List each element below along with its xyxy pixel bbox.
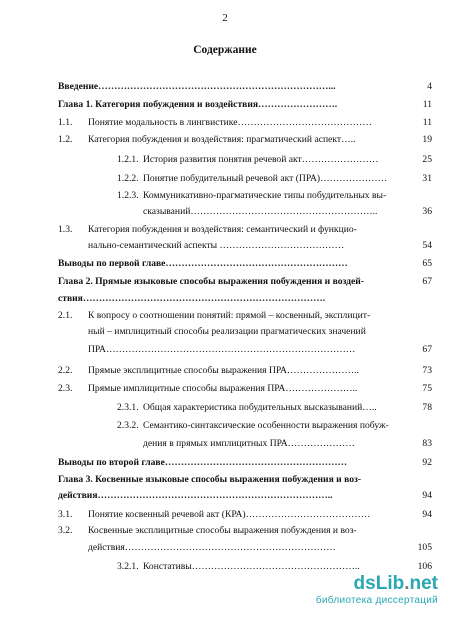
toc-entry-text: Категория побуждения и воздействия: прагматический аспект….. xyxy=(88,134,356,145)
toc-entry-text: дения в прямых имплицитных ПРА………………… xyxy=(143,438,355,449)
toc-entry-text: Семантико-синтаксические особенности выражения побуж- xyxy=(143,420,389,431)
toc-number: 3.1. xyxy=(58,509,73,520)
toc-number: 2.3.2. xyxy=(117,420,139,431)
toc-page-number: 31 xyxy=(422,173,432,184)
toc-number: 2.3.1. xyxy=(117,402,139,413)
toc-page-number: 92 xyxy=(422,457,432,468)
toc-entry-text: К вопросу о соотношении понятий: прямой – косвенный, эксплицит- xyxy=(88,310,371,321)
toc-entry-text: Общая характеристика побудительных высказываний….. xyxy=(143,402,377,413)
toc-page-number: 106 xyxy=(417,561,432,572)
toc-number: 3.2.1. xyxy=(117,561,139,572)
toc-page-number: 11 xyxy=(422,99,432,110)
toc-number: 1.2. xyxy=(58,134,73,145)
toc-page-number: 73 xyxy=(422,365,432,376)
toc-page-number: 4 xyxy=(427,81,432,92)
toc-number: 3.2. xyxy=(58,525,73,536)
toc-entry-text: действия………………………………………………………… xyxy=(88,542,336,553)
toc-page-number: 75 xyxy=(422,383,432,394)
toc-number: 2.1. xyxy=(58,310,73,321)
toc-entry-text: Понятие косвенный речевой акт (КРА)………………………………… xyxy=(88,509,371,520)
page-number: 2 xyxy=(222,12,228,24)
toc-entry-text: Прямые имплицитные способы выражения ПРА………………….. xyxy=(88,383,358,394)
toc-entry-text: Глава 2. Прямые языковые способы выражения побуждения и воздей- xyxy=(58,276,365,287)
toc-entry-text: Понятие модальность в лингвистике…………………………………… xyxy=(88,117,372,128)
toc-entry-text: Глава 3. Косвенные языковые способы выражения побуждения и воз- xyxy=(58,474,362,485)
toc-entry-text: Косвенные эксплицитные способы выражения побуждения и воз- xyxy=(88,525,357,536)
page-title: Содержание xyxy=(193,44,257,56)
toc-entry-text: ный – имплицитный способы реализации прагматических значений xyxy=(88,326,366,337)
toc-number: 1.1. xyxy=(58,117,73,128)
toc-page-number: 36 xyxy=(422,206,432,217)
watermark-subtitle: библиотека диссертаций xyxy=(315,595,438,606)
toc-entry-text: Выводы по первой главе………………………………………………… xyxy=(58,258,348,269)
toc-entry-text: Выводы по второй главе………………………………………………… xyxy=(58,457,348,468)
toc-page-number: 54 xyxy=(422,240,432,251)
toc-number: 2.3. xyxy=(58,383,73,394)
toc-number: 2.2. xyxy=(58,365,73,376)
toc-entry-text: История развития понятия речевой акт…………………… xyxy=(143,154,379,165)
toc-page-number: 105 xyxy=(417,542,432,553)
toc-page-number: 78 xyxy=(422,402,432,413)
toc-entry-text: ствия…………………………………………………………………. xyxy=(58,293,326,304)
toc-number: 1.2.2. xyxy=(117,173,139,184)
toc-page-number: 94 xyxy=(422,490,432,501)
toc-page-number: 94 xyxy=(422,509,432,520)
toc-number: 1.2.3. xyxy=(117,190,139,201)
toc-page-number: 67 xyxy=(422,344,432,355)
toc-entry-text: действия……………………………………………………………….. xyxy=(58,490,333,501)
toc-entry-text: Глава 1. Категория побуждения и воздействия……………………. xyxy=(58,99,338,110)
toc-entry-text: Коммуникативно-прагматические типы побудительных вы- xyxy=(143,190,387,201)
toc-entry-text: Категория побуждения и воздействия: семантический и функцио- xyxy=(88,224,357,235)
toc-number: 1.2.1. xyxy=(117,154,139,165)
toc-page-number: 83 xyxy=(422,438,432,449)
toc-page-number: 19 xyxy=(422,134,432,145)
watermark-logo: dsLib.net xyxy=(353,573,438,594)
toc-page-number: 25 xyxy=(422,154,432,165)
toc-entry-text: ПРА…………………………………………………………………… xyxy=(88,344,356,355)
toc-entry-text: нально-семантический аспекты ………………………………… xyxy=(88,240,345,251)
toc-entry-text: Введение………………………………………………………………... xyxy=(58,81,336,92)
toc-page-number: 11 xyxy=(422,117,432,128)
toc-page-number: 67 xyxy=(422,276,432,287)
watermark xyxy=(316,573,438,606)
toc-entry-text: Понятие побудительный речевой акт (ПРА)………………… xyxy=(143,173,388,184)
toc-entry-text: Прямые эксплицитные способы выражения ПРА………………….. xyxy=(88,365,359,376)
toc-number: 1.3. xyxy=(58,224,73,235)
toc-entry-text: Констативы…………………………………………….. xyxy=(143,561,360,572)
toc-entry-text: сказываний………………………………………………….. xyxy=(143,206,378,217)
toc-page-number: 65 xyxy=(422,258,432,269)
